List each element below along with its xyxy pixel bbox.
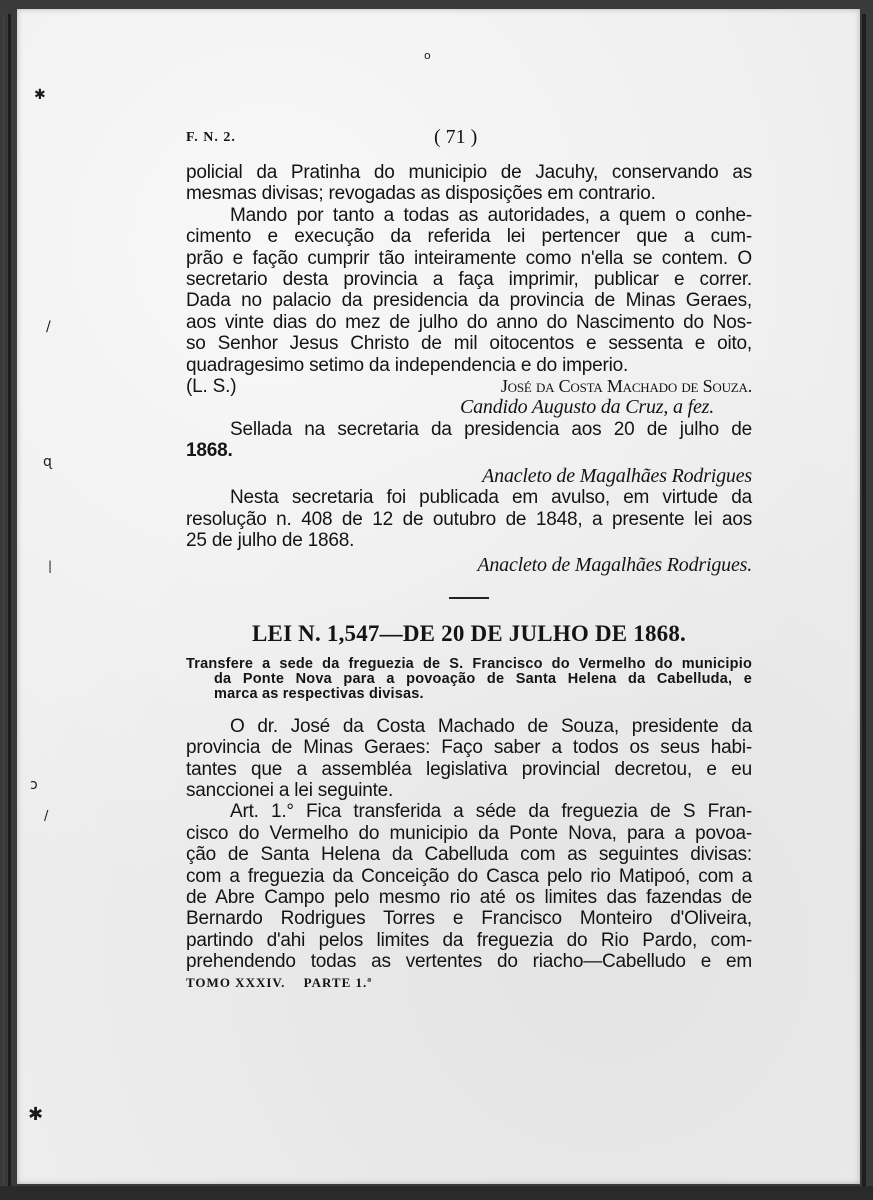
- text-line: O dr. José da Costa Machado de Souza, presidente da: [230, 715, 752, 737]
- paragraph-continuation: [186, 162, 752, 205]
- preamble: [186, 716, 752, 802]
- page-footer: [186, 975, 752, 991]
- text-line: tantes que a assembléa legislativa provincial decretou, e eu: [186, 758, 752, 780]
- text-line: ção de Santa Helena da Cabelluda com as seguintes divisas:: [186, 844, 752, 866]
- top-ink-mark: o: [424, 49, 431, 62]
- summary-line: marca as respectivas divisas.: [214, 685, 424, 702]
- section-divider: [449, 597, 489, 599]
- publication-note: [186, 487, 752, 551]
- text-line: prehendendo todas as vertentes do riacho—Cabelludo e em: [186, 951, 752, 973]
- text-line: partindo d'ahi pelos limites da freguezia do Rio Pardo, com-: [186, 929, 752, 951]
- right-page-edge: [862, 14, 866, 1194]
- page-content: [186, 126, 752, 991]
- binding-edge: [8, 14, 11, 1189]
- bottom-page-edge: [0, 1186, 873, 1200]
- ink-blot: ✱: [28, 1104, 44, 1125]
- margin-mark: ɋ: [43, 454, 52, 470]
- text-line: cimento e execução da referida lei pertencer que a cum-: [186, 226, 752, 248]
- page-number: ( 71 ): [434, 126, 478, 148]
- text-line: com a freguezia da Conceição do Casca pelo rio Matipoó, com a: [186, 865, 752, 887]
- text-line: policial da Pratinha do municipio de Jacuhy, conservando as: [186, 162, 752, 183]
- text-line: Sellada na secretaria da presidencia aos 20 de julho de: [230, 418, 752, 440]
- signature-president: José da Costa Machado de Souza.: [500, 376, 752, 397]
- binding-edge-line: [3, 14, 4, 1189]
- text-line: provincia de Minas Geraes: Faço saber a todos os seus habi-: [186, 737, 752, 759]
- ink-blot: ✱: [34, 87, 46, 103]
- margin-mark: /: [46, 319, 51, 335]
- text-line: 1868.: [186, 440, 233, 462]
- seal-mark: (L. S.): [186, 376, 237, 398]
- signature-secretary: Anacleto de Magalhães Rodrigues.: [477, 554, 752, 577]
- text-line: resolução n. 408 de 12 de outubro de 1848, a presente lei aos: [186, 508, 752, 530]
- signature-secretary: Anacleto de Magalhães Rodrigues: [482, 464, 752, 487]
- sealed-note: [186, 419, 752, 462]
- text-line: aos vinte dias do mez de julho do anno do Nascimento do Nos-: [186, 311, 752, 333]
- text-line: de Abre Campo pelo mesmo rio até os limites das fazendas de: [186, 886, 752, 908]
- text-line: secretario desta provincia a faça imprimir, publicar e correr.: [186, 269, 752, 291]
- text-line: Bernardo Rodrigues Torres e Francisco Monteiro d'Oliveira,: [186, 908, 752, 930]
- summary-line: Transfere a sede da freguezia de S. Francisco do Vermelho do municipio: [186, 655, 752, 672]
- summary-line: da Ponte Nova para a povoação de Santa Helena da Cabelluda, e: [214, 670, 752, 687]
- paragraph-promulgation: [186, 205, 752, 376]
- margin-mark: |: [48, 559, 53, 573]
- text-line: cisco do Vermelho do municipio da Ponte Nova, para a povoa-: [186, 822, 752, 844]
- text-line: quadragesimo setimo da independencia e do imperio.: [186, 354, 629, 376]
- text-line: Dada no palacio da presidencia da provincia de Minas Geraes,: [186, 290, 752, 312]
- signature-clerk: Candido Augusto da Cruz, a fez.: [459, 396, 714, 419]
- text-line: Nesta secretaria foi publicada em avulso, em virtude da: [230, 487, 752, 509]
- law-summary: [186, 657, 752, 702]
- volume-label: TOMO XXXIV.: [186, 974, 286, 990]
- text-line: so Senhor Jesus Christo de mil oitocentos e sessenta e oito,: [186, 333, 752, 355]
- text-line: mesmas divisas; revogadas as disposições em contrario.: [186, 183, 656, 205]
- part-label: PARTE 1.ª: [303, 974, 373, 990]
- signature-mark: F. N. 2.: [186, 130, 236, 145]
- page-header: [186, 126, 752, 162]
- text-line: 25 de julho de 1868.: [186, 529, 355, 551]
- text-line: Mando por tanto a todas as autoridades, a quem o conhe-: [230, 204, 752, 226]
- law-title: LEI N. 1,547—DE 20 DE JULHO DE 1868.: [251, 620, 687, 646]
- text-line: prão e fação cumprir tão inteiramente como n'ella se contem. O: [186, 247, 752, 269]
- article-1: [186, 801, 752, 972]
- seal-signature-row: [186, 376, 752, 397]
- margin-mark: /: [44, 809, 49, 824]
- text-line: Art. 1.° Fica transferida a séde da freguezia de S Fran-: [230, 801, 752, 823]
- margin-mark: ɔ: [30, 777, 38, 793]
- text-line: sanccionei a lei seguinte.: [186, 779, 394, 801]
